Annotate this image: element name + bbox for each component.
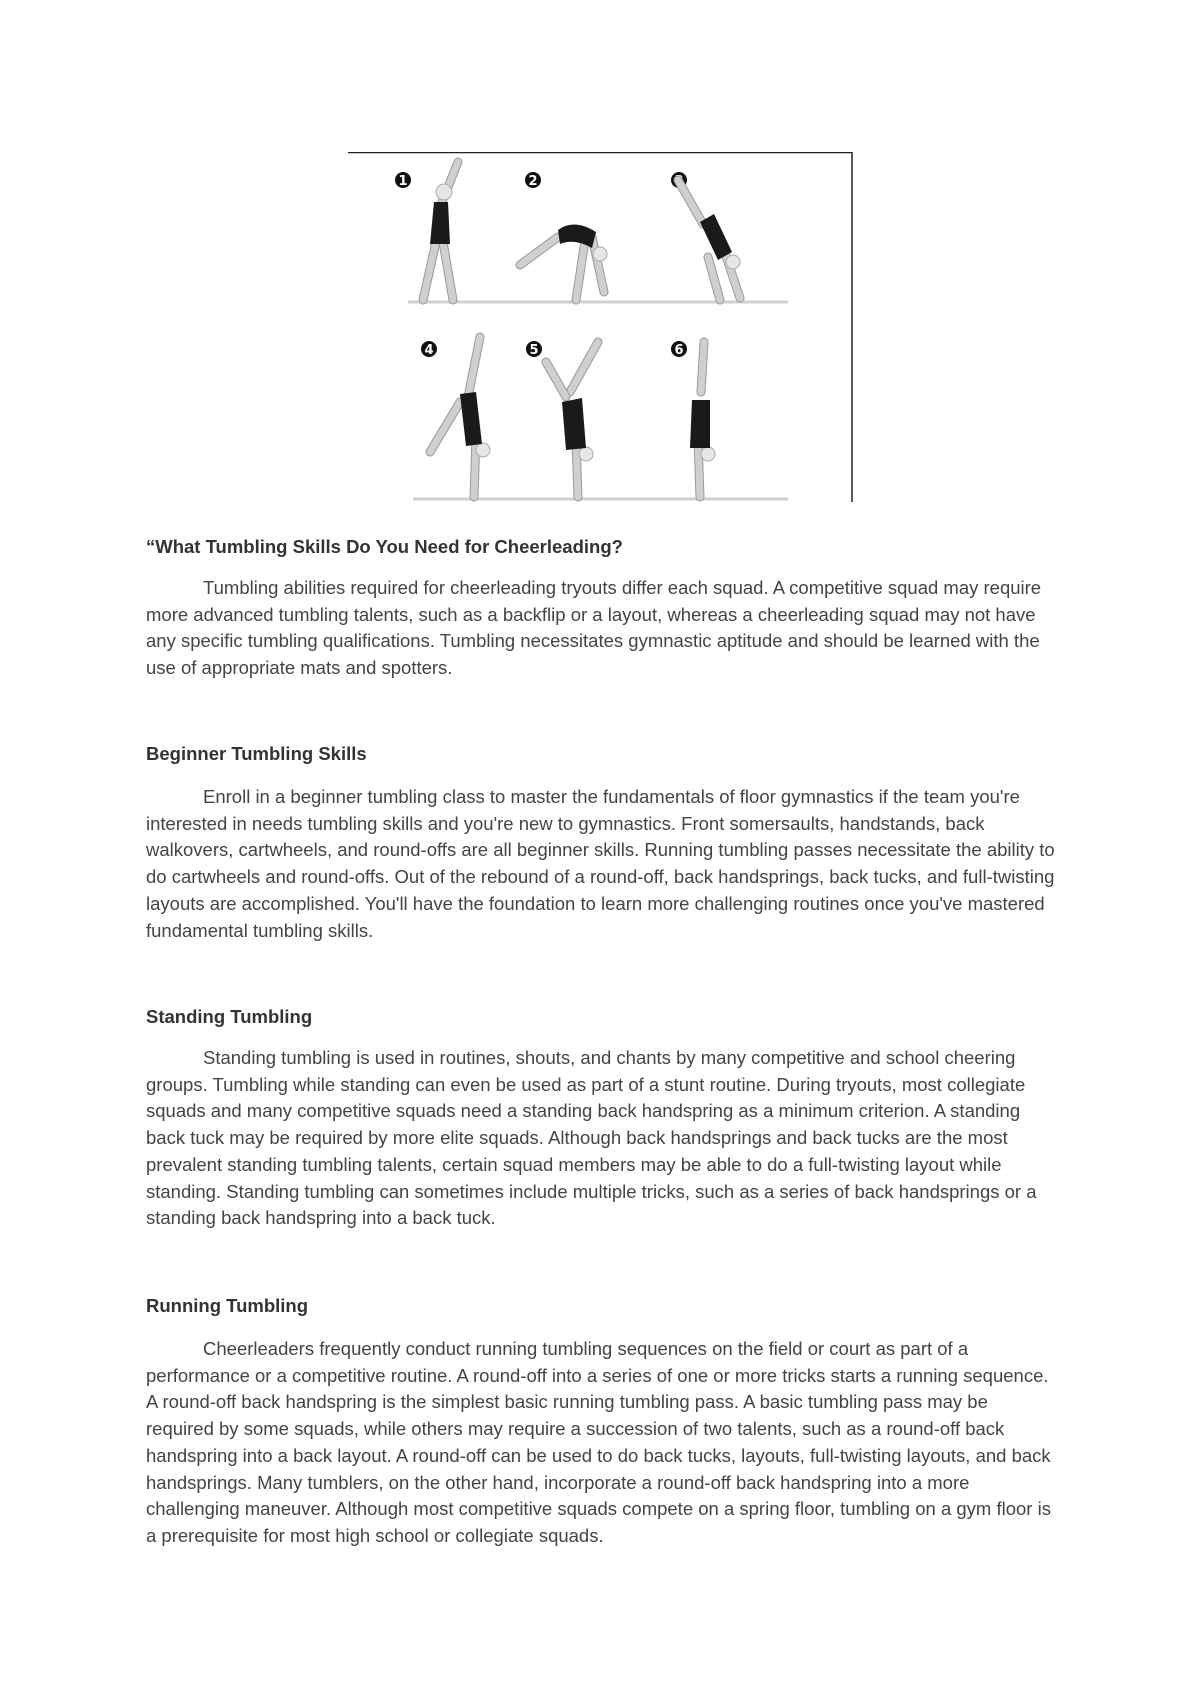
intro-paragraph: Tumbling abilities required for cheerleading tryouts differ each squad. A competitive squad may require more advanced tumbling talents, such as a backflip or a layout, whereas a cheerleading squad may not have any specific tumbling qualifications. Tumbling necessitates gymnastic aptitude and should be learned with the use of appropriate mats and spotters. <box>146 577 1042 679</box>
section-heading-beginner: Beginner Tumbling Skills <box>146 743 367 764</box>
svg-text:5: 5 <box>529 343 539 358</box>
section-body-running: Cheerleaders frequently conduct running tumbling sequences on the field or court as part of a performance or a competitive routine. A round-off into a series of one or more tricks starts a running sequence. A round-off back handspring is the simplest basic running tumbling pass. A basic tumbling pass may be required by some squads, while others may require a succession of two talents, such as a round-off back handspring into a back layout. A round-off can be used to do back tucks, layouts, full-twisting layouts, and back handsprings. Many tumblers, on the other hand, incorporate a round-off back handspring into a more challenging maneuver. Although most competitive squads compete on a spring floor, tumbling on a gym floor is a prerequisite for most high school or collegiate squads. <box>146 1338 1051 1546</box>
step-number-5 <box>526 341 542 358</box>
step-number-1 <box>395 172 411 189</box>
back-walkover-illustration <box>348 152 853 502</box>
gymnast-pose-5 <box>546 342 598 497</box>
gymnast-pose-3 <box>678 180 740 300</box>
svg-text:2: 2 <box>528 174 538 189</box>
section-body-standing: Standing tumbling is used in routines, shouts, and chants by many competitive and school cheering groups. Tumbling while standing can even be used as part of a stunt routine. During tryouts, most collegiate squads and many competitive squads need a standing back handspring as a minimum criterion. A standing back tuck may be required by more elite squads. Although back handsprings and back tucks are the most prevalent standing tumbling talents, certain squad members may be able to do a full-twisting layout while standing. Standing tumbling can sometimes include multiple tricks, such as a series of back handsprings or a standing back handspring into a back tuck. <box>146 1047 1037 1229</box>
back-walkover-figure <box>348 152 853 502</box>
gymnast-pose-2 <box>520 224 607 300</box>
section-heading-standing: Standing Tumbling <box>146 1006 313 1027</box>
step-number-6 <box>671 341 687 358</box>
document-title: “What Tumbling Skills Do You Need for Cheerleading? <box>146 536 623 557</box>
step-number-2 <box>525 172 541 189</box>
svg-text:4: 4 <box>424 343 434 358</box>
section-body-beginner: Enroll in a beginner tumbling class to master the fundamentals of floor gymnastics if the team you're interested in needs tumbling skills and you're new to gymnastics. Front somersaults, handstands, back walkovers, cartwheels, and round-offs are all beginner skills. Running tumbling passes necessitate the ability to do cartwheels and round-offs. Out of the rebound of a round-off, back handsprings, back tucks, and full-twisting layouts are accomplished. You'll have the foundation to learn more challenging routines once you've mastered fundamental tumbling skills. <box>146 786 1055 941</box>
gymnast-pose-4 <box>430 337 490 497</box>
svg-text:1: 1 <box>398 174 408 189</box>
section-heading-running: Running Tumbling <box>146 1295 309 1316</box>
svg-text:6: 6 <box>674 343 684 358</box>
gymnast-pose-1 <box>423 162 458 300</box>
svg-text:3: 3 <box>674 174 684 189</box>
gymnast-pose-6 <box>690 342 715 497</box>
step-number-4 <box>421 341 437 358</box>
